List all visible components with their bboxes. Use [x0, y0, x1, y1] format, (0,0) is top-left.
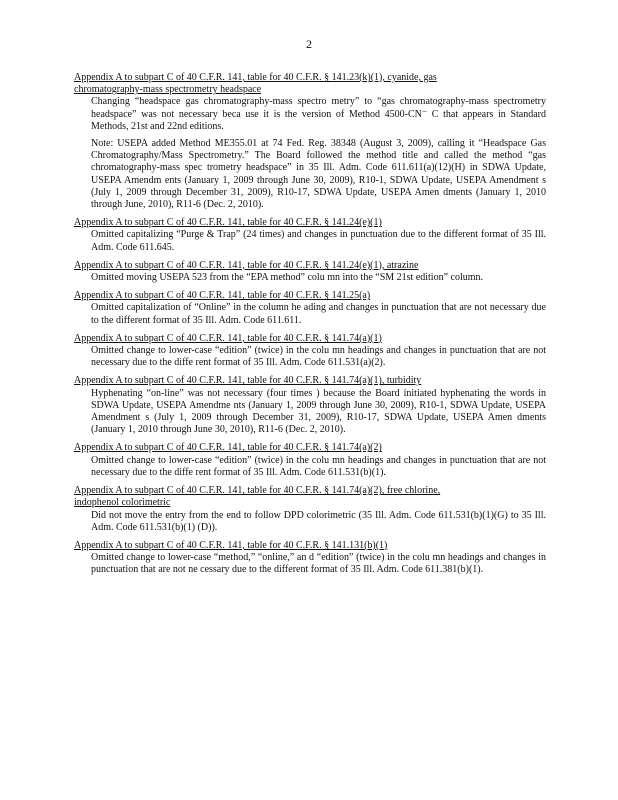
entry-heading: [74, 290, 546, 302]
comment-entry: [74, 540, 546, 577]
comment-entry: [74, 217, 546, 254]
comment-entry: [74, 260, 546, 284]
entry-paragraph: Did not move the entry from the end to follow DPD colorimetric (35 Ill. Adm. Code 611.531(b)(1)(G) to 35 Ill. Adm. Code 611.531(b)(1) (D)).: [91, 509, 546, 533]
entry-paragraph: Hyphenating “on-line” was not necessary (four times ) because the Board initiated hyphenating the words in SDWA Update, USEPA Amendme nts (January 1, 2009 through June 30, 2009), R10-1, SDWA Update, USEPA Amendment s (July 1, 2009 through December 31, 2009), R10-17, SDWA Update, USEPA Amen dments (January 1, 2010 through June 30, 2010), R11-6 (Dec. 2, 2010).: [91, 387, 546, 436]
heading-line: Appendix A to subpart C of 40 C.F.R. 141, table for 40 C.F.R. § 141.74(a)(2): [74, 442, 382, 454]
comment-entry: [74, 485, 546, 534]
heading-line: Appendix A to subpart C of 40 C.F.R. 141, table for 40 C.F.R. § 141.74(a)(1), turbidity: [74, 375, 422, 387]
entry-heading: [74, 485, 546, 509]
heading-line: Appendix A to subpart C of 40 C.F.R. 141, table for 40 C.F.R. § 141.25(a): [74, 290, 371, 302]
entry-paragraph: Omitted change to lower-case “edition” (twice) in the colu mn headings and changes in punctuation that are not necessary due to the diffe rent format of 35 Ill. Adm. Code 611.531(b)(1).: [91, 454, 546, 478]
comment-entry: [74, 72, 546, 211]
entry-paragraph: Omitted capitalization of “Online” in the column he ading and changes in punctuation that are not necessary due to the different format of 35 Ill. Adm. Code 611.611.: [91, 302, 546, 326]
entry-heading: [74, 217, 546, 229]
entry-heading: [74, 72, 546, 96]
heading-line: Appendix A to subpart C of 40 C.F.R. 141, table for 40 C.F.R. § 141.74(a)(2), free chlorine,: [74, 485, 441, 497]
entry-heading: [74, 540, 546, 552]
entry-paragraph: Omitted change to lower-case “method,” “online,” an d “edition” (twice) in the colu mn headings and changes in punctuation that are not ne cessary due to the different format of 35 Ill. Adm. Code 611.381(b)(1).: [91, 552, 546, 576]
comment-entry: [74, 375, 546, 436]
entry-paragraph: Omitted change to lower-case “edition” (twice) in the colu mn headings and changes in punctuation that are not necessary due to the diffe rent format of 35 Ill. Adm. Code 611.531(a)(2).: [91, 345, 546, 369]
comment-entry: [74, 333, 546, 370]
heading-line: Appendix A to subpart C of 40 C.F.R. 141, table for 40 C.F.R. § 141.24(e)(1), atrazine: [74, 259, 419, 271]
entry-paragraph: Omitted moving USEPA 523 from the “EPA method” colu mn into the “SM 21st edition” column.: [91, 272, 484, 284]
comment-entry: [74, 442, 546, 479]
entry-paragraph: Changing “headspace gas chromatography-mass spectro metry” to “gas chromatography-mass spectrometry headspace” was not necessary beca use it is the version of Method 4500-CN⁻ C that appears in Standard Methods, 21st and 22nd editions.: [91, 96, 546, 132]
entry-heading: [74, 333, 546, 345]
entry-heading: [74, 442, 546, 454]
heading-line: Appendix A to subpart C of 40 C.F.R. 141, table for 40 C.F.R. § 141.131(b)(1): [74, 539, 388, 551]
document-body: [74, 72, 546, 583]
heading-line: chromatography-mass spectrometry headspace: [74, 84, 262, 96]
entry-heading: [74, 260, 546, 272]
heading-line: Appendix A to subpart C of 40 C.F.R. 141, table for 40 C.F.R. § 141.23(k)(1), cyanide, gas: [74, 72, 437, 83]
heading-line: indophenol colorimetric: [74, 497, 171, 509]
heading-line: Appendix A to subpart C of 40 C.F.R. 141, table for 40 C.F.R. § 141.74(a)(1): [74, 332, 382, 344]
entry-paragraph: Omitted capitalizing “Purge & Trap” (24 times) and changes in punctuation due to the different format of 35 Ill. Adm. Code 611.645.: [91, 229, 546, 253]
page-number: 2: [306, 37, 312, 51]
heading-line: Appendix A to subpart C of 40 C.F.R. 141, table for 40 C.F.R. § 141.24(e)(1): [74, 217, 382, 229]
entry-paragraph: Note: USEPA added Method ME355.01 at 74 Fed. Reg. 38348 (August 3, 2009), calling it “Headspace Gas Chromatography/Mass Spectrometry.” The Board followed the method title and called the method “gas chromatography-mass spec trometry headspace” in 35 Ill. Adm. Code 611.611(a)(12)(H) in SDWA Update, USEPA Amendm ents (January 1, 2009 through June 30, 2009), R10-1, SDWA Update, USEPA Amendment s (July 1, 2009 through December 31, 2009), R10-17, SDWA Update, USEPA Amen dments (January 1, 2010 through June, 2010), R11-6 (Dec. 2, 2010).: [91, 138, 546, 211]
comment-entry: [74, 290, 546, 327]
entry-heading: [74, 375, 546, 387]
